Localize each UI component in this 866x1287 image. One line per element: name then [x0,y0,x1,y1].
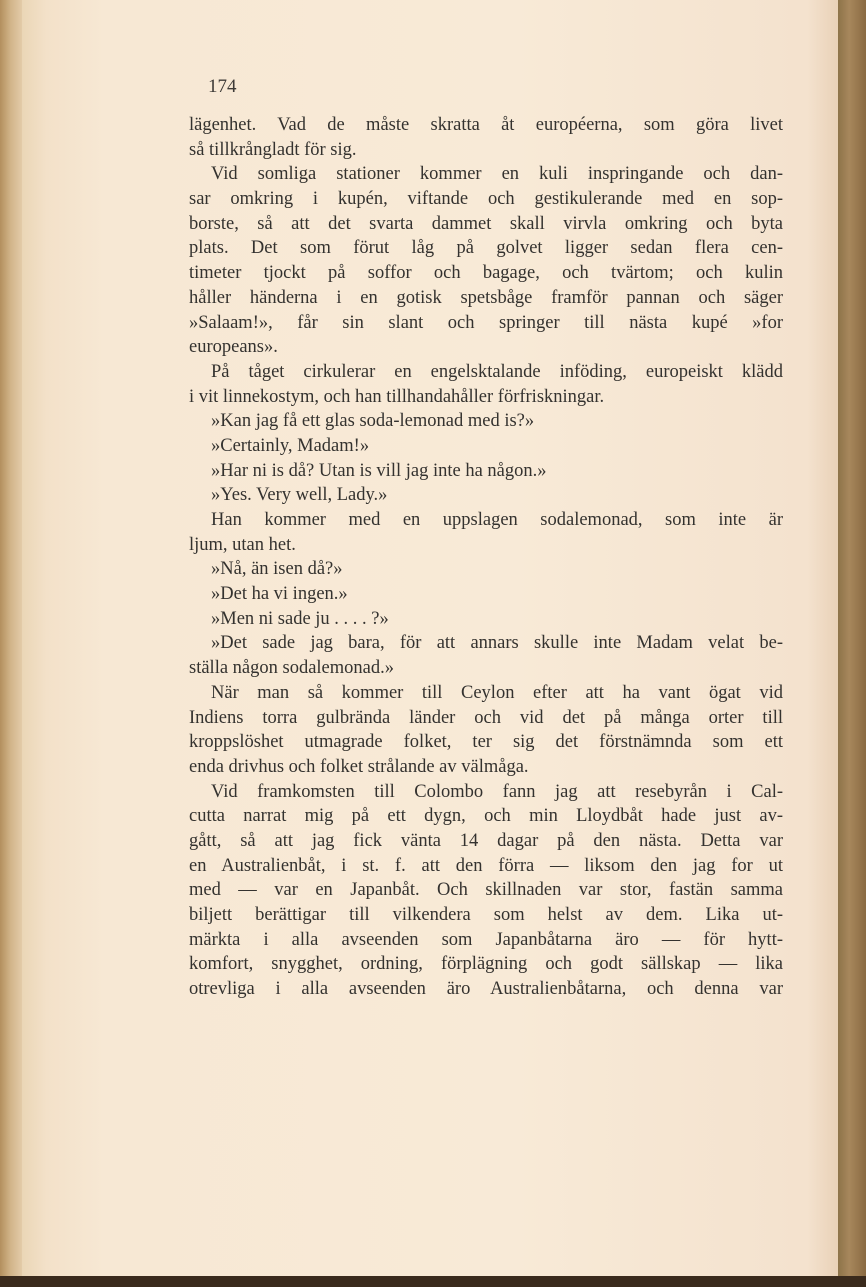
text-line: »Kan jag få ett glas soda-lemonad med is?» [211,411,535,432]
bottom-edge [0,1276,866,1287]
text-line: »Det sade jag bara, för att annars skulle inte Madam velat be- [211,633,783,654]
text-line: biljett berättigar till vilkendera som helst av dem. Lika ut- [189,905,783,925]
text-line: »Har ni is då? Utan is vill jag inte ha någon.» [211,460,547,481]
book-spine [0,0,24,1287]
text-line: kroppslöshet utmagrade folket, ter sig det förstnämnda som ett [189,732,783,753]
text-line: ställa någon sodalemonad.» [189,658,394,679]
text-line: med — var en Japanbåt. Och skillnaden var stor, fastän samma [189,880,783,901]
text-line: borste, så att det svarta dammet skall virvla omkring och byta [189,213,783,234]
text-line: »Certainly, Madam!» [211,435,370,456]
text-line: timeter tjockt på soffor och bagage, och tvärtom; och kulin [189,263,783,284]
text-line: i vit linnekostym, och han tillhandahåller förfriskningar. [189,386,605,407]
text-line: plats. Det som förut låg på golvet ligger sedan flera cen- [189,238,783,259]
text-line: »Salaam!», får sin slant och springer till nästa kupé »for [189,312,783,333]
text-line: Han kommer med en uppslagen sodalemonad, som inte är [211,510,783,530]
text-line: otrevliga i alla avseenden äro Australienbåtarna, och denna var [189,979,783,1000]
page-number: 174 [208,76,237,97]
text-line: håller händerna i en gotisk spetsbåge framför pannan och säger [189,287,783,308]
text-line: Vid framkomsten till Colombo fann jag att resebyrån i Cal- [211,781,783,802]
text-line: gått, så att jag fick vänta 14 dagar på den nästa. Detta var [189,830,783,851]
text-line: Vid somliga stationer kommer en kuli inspringande och dan- [211,164,783,185]
text-line: lägenhet. Vad de måste skratta åt européerna, som göra livet [189,115,783,135]
text-line: sar omkring i kupén, viftande och gestikulerande med en sop- [189,189,783,210]
text-line: »Det ha vi ingen.» [211,584,348,605]
text-line: europeans». [189,337,278,358]
text-line: cutta narrat mig på ett dygn, och min Lloydbåt hade just av- [189,806,783,827]
text-line: en Australienbåt, i st. f. att den förra — liksom den jag for ut [189,855,783,876]
text-line: märkta i alla avseenden som Japanbåtarna äro — för hytt- [189,929,783,950]
text-line: ljum, utan het. [189,534,296,555]
text-line: komfort, snygghet, ordning, förplägning och godt sällskap — lika [189,954,783,975]
text-line: »Nå, än isen då?» [211,559,343,580]
text-line: När man så kommer till Ceylon efter att ha vant ögat vid [211,682,783,703]
text-line: »Men ni sade ju . . . . ?» [211,608,389,629]
text-line: »Yes. Very well, Lady.» [211,485,388,506]
text-line: enda drivhus och folket strålande av välmåga. [189,756,529,777]
page-edge [838,0,866,1287]
text-line: Indiens torra gulbrända länder och vid det på många orter till [189,707,783,728]
text-line: På tåget cirkulerar en engelsktalande inföding, europeiskt klädd [211,361,783,382]
body-text [189,113,783,1002]
text-line: så tillkrångladt för sig. [189,139,357,160]
